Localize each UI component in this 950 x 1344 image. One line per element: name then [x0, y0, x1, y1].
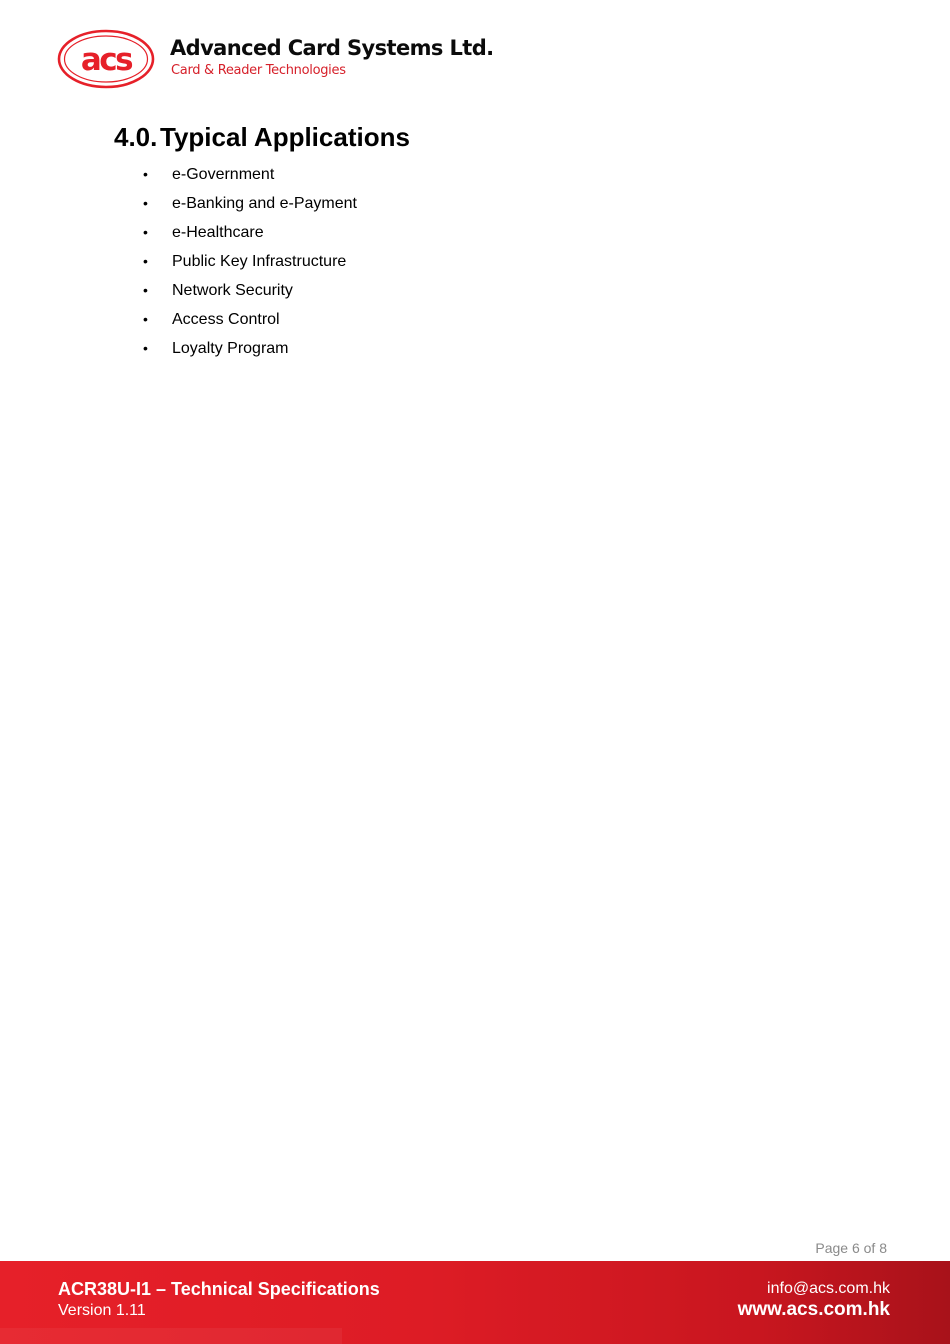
page-number: Page 6 of 8 — [815, 1240, 887, 1256]
company-website: www.acs.com.hk — [737, 1299, 890, 1320]
list-item-text: Network Security — [172, 282, 293, 299]
list-item-text: Access Control — [172, 311, 280, 328]
bullet-icon: • — [143, 282, 148, 298]
bullet-icon: • — [143, 253, 148, 269]
list-item-text: e-Healthcare — [172, 224, 264, 241]
bullet-icon: • — [143, 311, 148, 327]
logo-mark-text: acs — [80, 42, 132, 78]
bullet-icon: • — [143, 195, 148, 211]
company-tagline: Card & Reader Technologies — [171, 63, 346, 78]
list-item-text: Loyalty Program — [172, 340, 289, 357]
bullet-icon: • — [143, 224, 148, 240]
contact-email: info@acs.com.hk — [767, 1280, 890, 1297]
page-footer — [0, 1261, 950, 1344]
document-title: ACR38U-I1 – Technical Specifications — [58, 1279, 380, 1299]
footer-accent-strip — [0, 1328, 342, 1344]
bullet-icon: • — [143, 340, 148, 356]
company-logo — [56, 28, 494, 92]
company-name: Advanced Card Systems Ltd. — [170, 36, 494, 60]
section-number: 4.0. — [114, 122, 158, 152]
section-heading — [114, 122, 410, 153]
acs-logo-mark — [56, 28, 156, 90]
bullet-icon: • — [143, 166, 148, 182]
section-title: Typical Applications — [160, 122, 410, 152]
list-item-text: e-Government — [172, 166, 275, 183]
document-version: Version 1.11 — [58, 1302, 146, 1319]
list-item-text: e-Banking and e-Payment — [172, 195, 357, 212]
list-item-text: Public Key Infrastructure — [172, 253, 347, 270]
